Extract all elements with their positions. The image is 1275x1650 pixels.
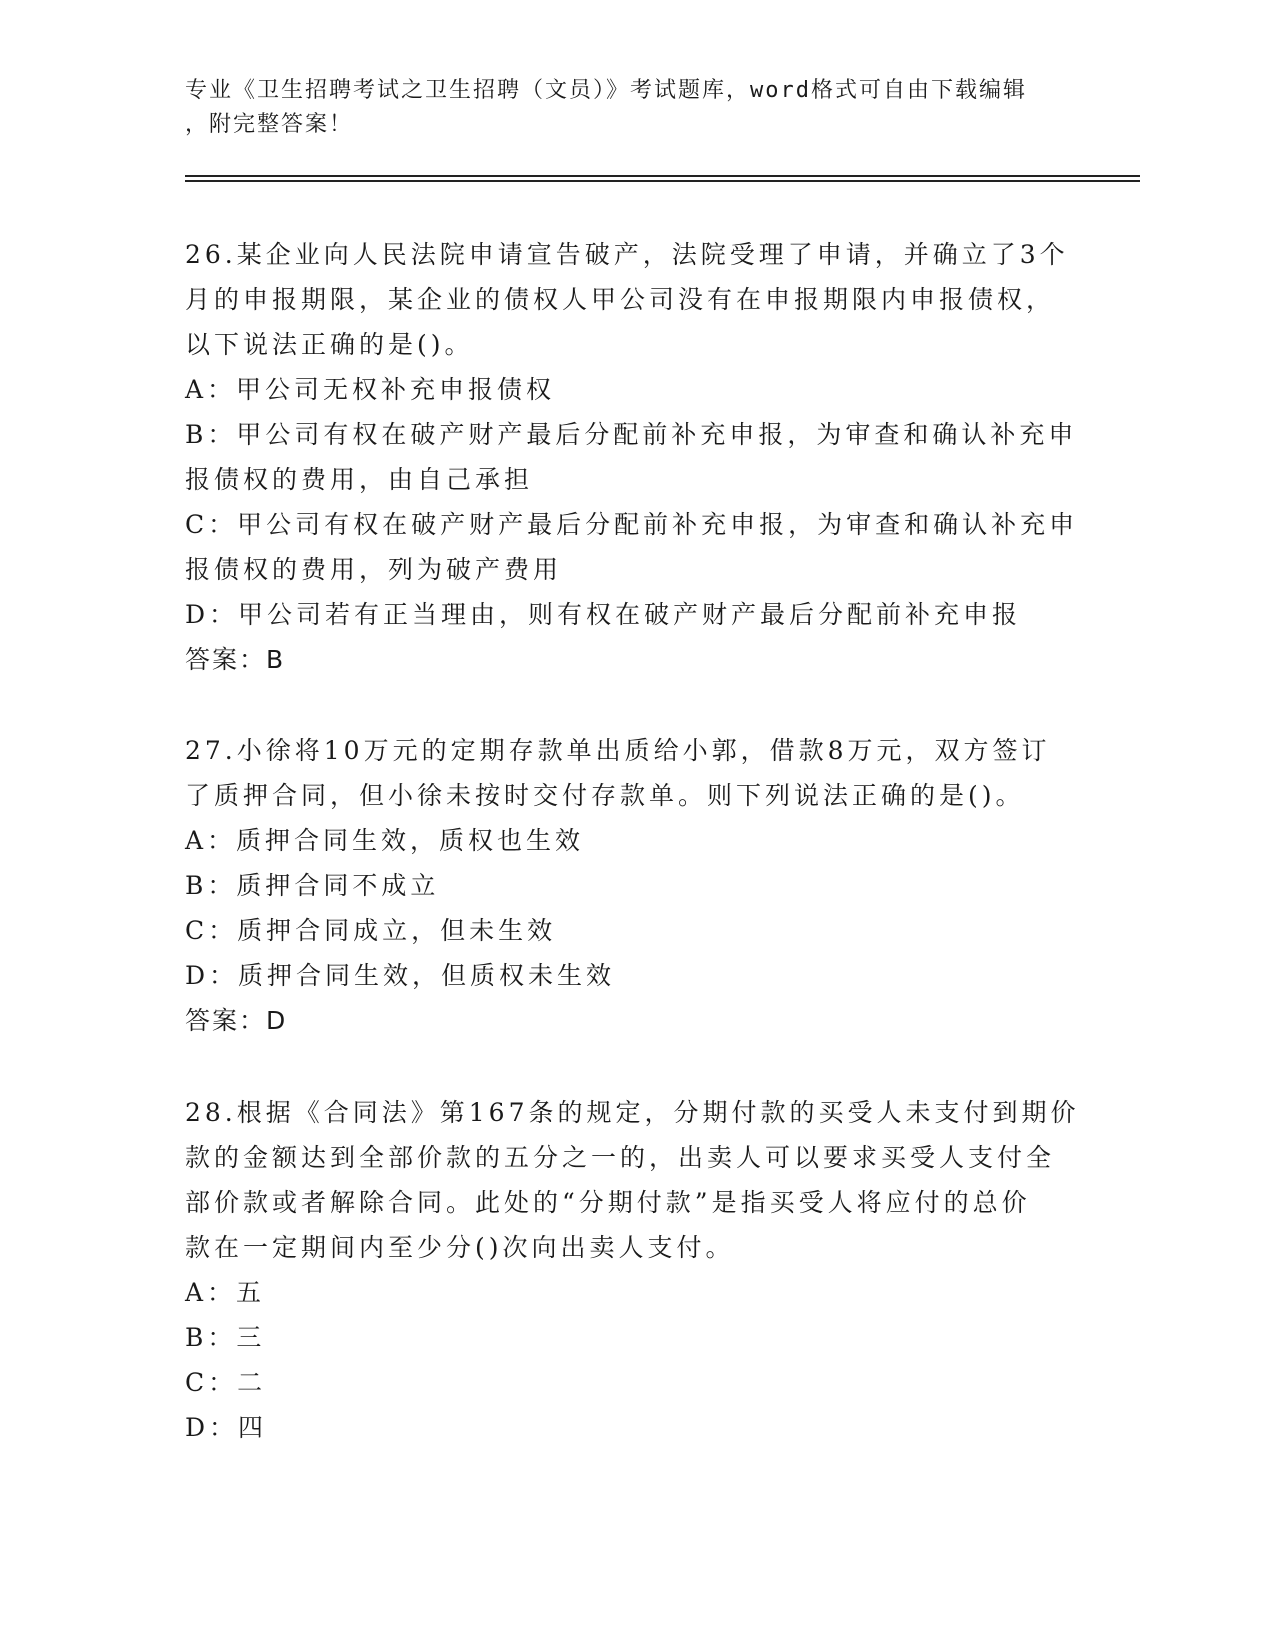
answer: 答案：D xyxy=(185,1006,288,1035)
question-28 xyxy=(185,1090,1080,1450)
option-a: A：质押合同生效，质权也生效 xyxy=(185,826,585,855)
option-c: C：质押合同成立，但未生效 xyxy=(185,916,557,945)
question-text: 28.根据《合同法》第167条的规定，分期付款的买受人未支付到期价 xyxy=(185,1098,1080,1127)
option-c-continued: 报债权的费用，列为破产费用 xyxy=(185,555,563,584)
option-b: B：甲公司有权在破产财产最后分配前补充申报，为审查和确认补充申 xyxy=(185,420,1078,449)
question-text: 以下说法正确的是()。 xyxy=(185,330,474,359)
question-27 xyxy=(185,728,1065,1043)
question-text: 26.某企业向人民法院申请宣告破产，法院受理了申请，并确立了3个 xyxy=(185,240,1069,269)
option-a: A：五 xyxy=(185,1278,266,1307)
header-divider xyxy=(185,180,1140,182)
question-text: 款的金额达到全部价款的五分之一的，出卖人可以要求买受人支付全 xyxy=(185,1143,1056,1172)
option-d: D：甲公司若有正当理由，则有权在破产财产最后分配前补充申报 xyxy=(185,600,1022,629)
question-text: 27.小徐将10万元的定期存款单出质给小郭，借款8万元，双方签订 xyxy=(185,736,1051,765)
option-b: B：质押合同不成立 xyxy=(185,871,440,900)
question-text: 了质押合同，但小徐未按时交付存款单。则下列说法正确的是()。 xyxy=(185,781,1025,810)
question-26 xyxy=(185,232,1079,682)
header-line: ，附完整答案！ xyxy=(185,112,354,137)
answer: 答案：B xyxy=(185,645,286,674)
question-text: 部价款或者解除合同。此处的“分期付款”是指买受人将应付的总价 xyxy=(185,1188,1031,1217)
document-header xyxy=(185,74,1065,142)
option-d: D：四 xyxy=(185,1413,268,1442)
question-text: 款在一定期间内至少分()次向出卖人支付。 xyxy=(185,1233,735,1262)
header-line: 专业《卫生招聘考试之卫生招聘（文员）》考试题库，word格式可自由下载编辑 xyxy=(185,78,1027,103)
question-text: 月的申报期限，某企业的债权人甲公司没有在申报期限内申报债权， xyxy=(185,285,1056,314)
option-b: B：三 xyxy=(185,1323,266,1352)
option-c: C：二 xyxy=(185,1368,267,1397)
option-b-continued: 报债权的费用，由自己承担 xyxy=(185,465,534,494)
option-d: D：质押合同生效，但质权未生效 xyxy=(185,961,616,990)
header-divider xyxy=(185,175,1140,177)
option-c: C：甲公司有权在破产财产最后分配前补充申报，为审查和确认补充申 xyxy=(185,510,1079,539)
option-a: A：甲公司无权补充申报债权 xyxy=(185,375,556,404)
